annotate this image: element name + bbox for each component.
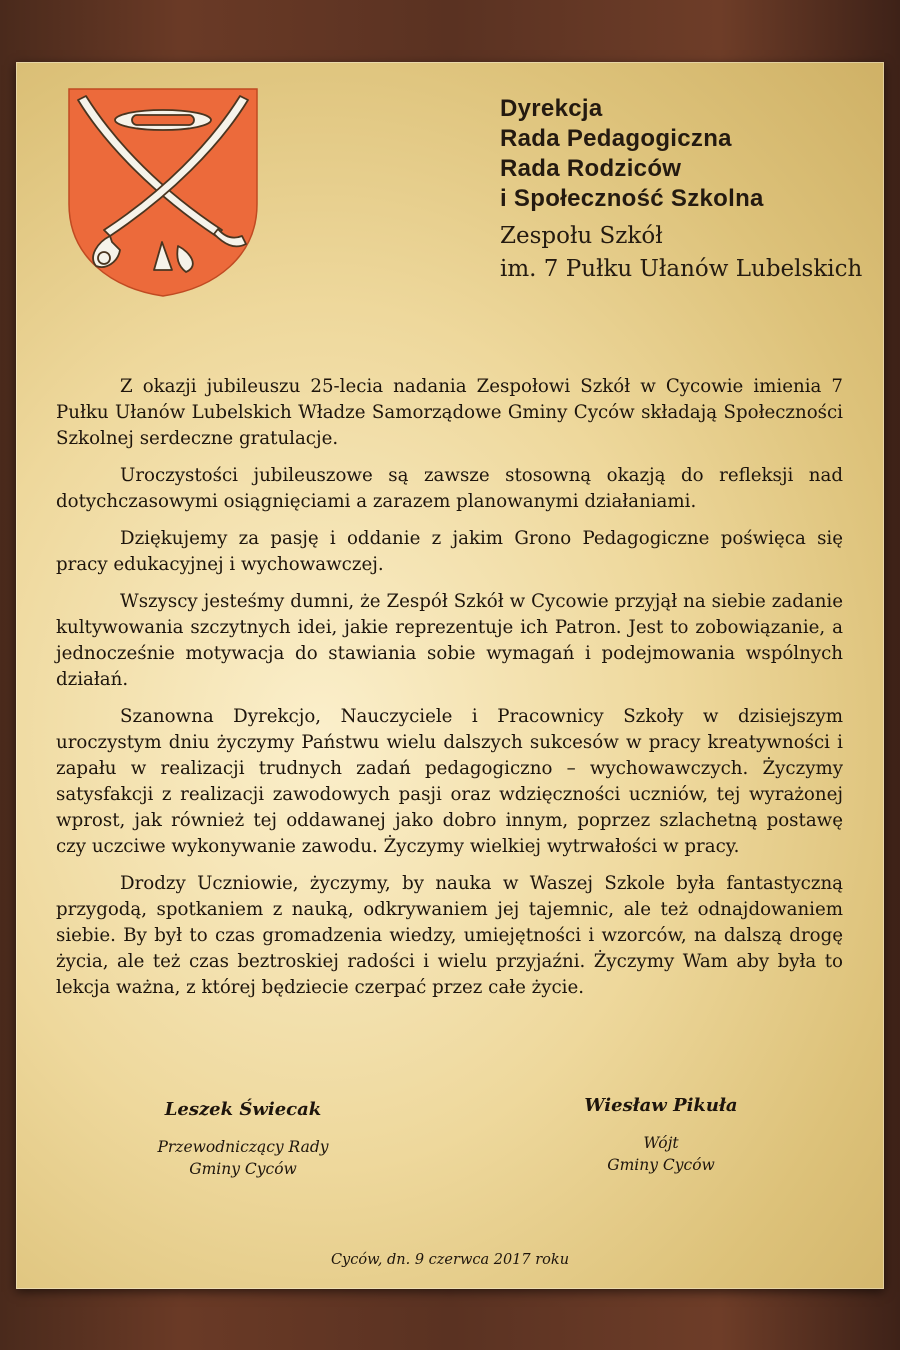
- paragraph-4: Wszyscy jesteśmy dumni, że Zespół Szkół w Cycowie przyjął na siebie zadanie kultywowania szczytnych idei, jakie reprezentuje ich Patron. Jest to zobowiązanie, a jednocześnie motywacja do stawiania sobie wymagań i podejmowania wspólnych działań.: [56, 591, 843, 690]
- date-line: Cyców, dn. 9 czerwca 2017 roku: [330, 1252, 570, 1268]
- signatory-role-left-2: Gminy Cyców: [189, 1160, 297, 1178]
- header-line-4: i Społeczność Szkolna: [500, 185, 764, 212]
- signature-left: [156, 1098, 330, 1180]
- dedication-header: [500, 94, 862, 286]
- header-line-2: Rada Pedagogiczna: [500, 125, 732, 152]
- header-line-5: Zespołu Szkół: [500, 223, 663, 249]
- paragraph-6: Drodzy Uczniowie, życzymy, by nauka w Waszej Szkole była fantastyczną przygodą, spotkaniem z nauką, odkrywaniem jej tajemnic, ale też odnajdowaniem siebie. By był to czas gromadzenia wiedzy, umiejętności i wzorców, na dalszą drogę życia, ale też czas beztroskiej radości i wielu przyjaźni. Życzymy Wam aby była to lekcja ważna, z której będziecie czerpać przez całe życie.: [56, 873, 843, 998]
- signatory-name-right: Wiesław Pikuła: [584, 1095, 738, 1116]
- letter-body: [56, 374, 843, 1012]
- signatory-role-right-1: Wójt: [643, 1134, 679, 1152]
- paragraph-3: Dziękujemy za pasję i oddanie z jakim Grono Pedagogiczne poświęca się pracy edukacyjnej i wychowawczej.: [56, 528, 843, 575]
- signatory-role-right-2: Gminy Cyców: [607, 1156, 715, 1174]
- signature-right: [571, 1094, 751, 1176]
- paragraph-1: Z okazji jubileuszu 25-lecia nadania Zespołowi Szkół w Cycowie imienia 7 Pułku Ułanów Lubelskich Władze Samorządowe Gminy Cyców składają Społeczności Szkolnej serdeczne gratulacje.: [56, 376, 843, 449]
- header-line-6: im. 7 Pułku Ułanów Lubelskich: [500, 256, 863, 282]
- header-line-1: Dyrekcja: [500, 95, 603, 122]
- signatory-role-left-1: Przewodniczący Rady: [157, 1138, 329, 1156]
- header-line-3: Rada Rodziców: [500, 155, 682, 182]
- signatory-name-left: Leszek Świecak: [164, 1099, 322, 1120]
- paragraph-5: Szanowna Dyrekcjo, Nauczyciele i Pracownicy Szkoły w dzisiejszym uroczystym dniu życzymy Państwu wielu dalszych sukcesów w pracy kreatywności i zapału w realizacji trudnych zadań pedagogiczno – wychowawczych. Życzymy satysfakcji z realizacji zawodowych pasji oraz wdzięczności uczniów, tej wyrażonej wprost, jak również tej oddawanej jako dobro innym, poprzez szlachetną postawę czy uczciwe wykonywanie zawodu. Życzymy wielkiej wytrwałości w pracy.: [56, 706, 843, 857]
- commemorative-plaque: [16, 62, 884, 1289]
- paragraph-2: Uroczystości jubileuszowe są zawsze stosowną okazją do refleksji nad dotychczasowymi osiągnięciami a zarazem planowanymi działaniami.: [56, 465, 843, 512]
- crossed-sabres-shield-icon: [66, 86, 260, 298]
